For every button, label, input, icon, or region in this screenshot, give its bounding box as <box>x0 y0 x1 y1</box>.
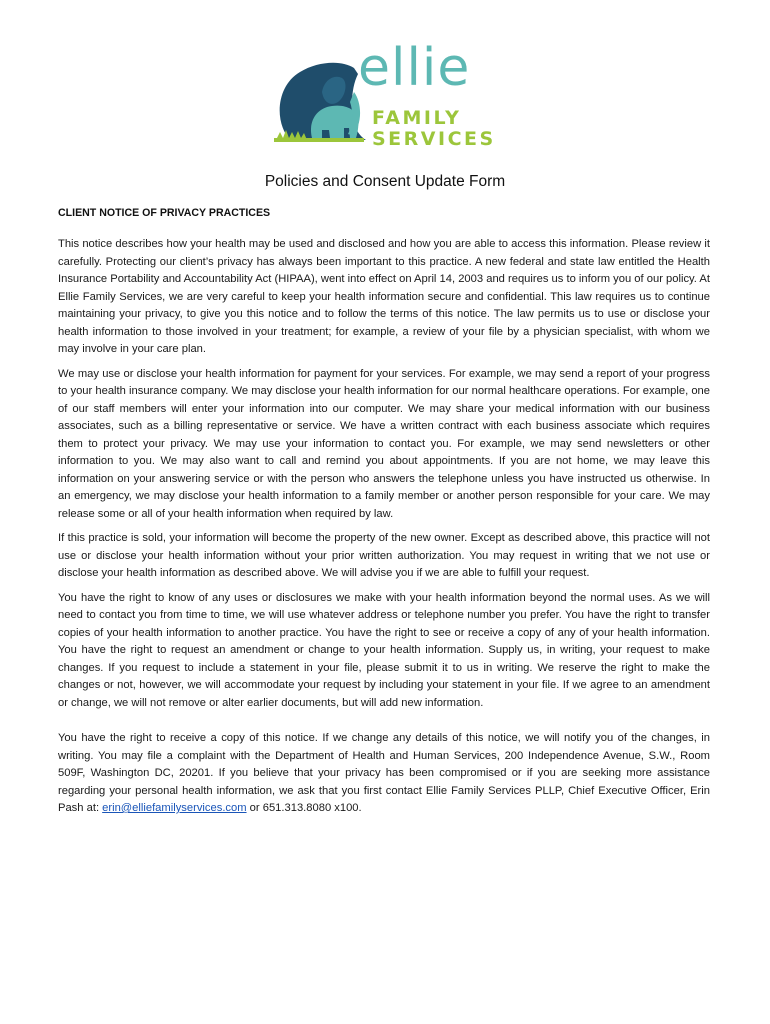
ground-line <box>274 138 364 142</box>
paragraph-intro: This notice describes how your health may be used and disclosed and how you are able to access this information. Please review it carefully. Protecting our client’s privacy has always been important to this practice. A new federal and state law entitled the Health Insurance Portability and Accountability Act (HIPAA), went into effect on April 14, 2003 and requires us to inform you of our policy. At Ellie Family Services, we are very careful to keep your health information secure and confidential. This law requires us to continue maintaining your privacy, to give you this notice and to follow the terms of this notice. The law permits us to use or disclose your health information to those involved in your treatment; for example, a review of your file by a physician specialist, with whom we may involve in your care plan. <box>58 238 710 355</box>
section-heading: CLIENT NOTICE OF PRIVACY PRACTICES <box>58 207 271 219</box>
complaint-text: You have the right to receive a copy of this notice. If we change any details of this notice, we will notify you of the changes, in writing. You may file a complaint with the Department of Health and Human Services, 200 Independence Avenue, S.W., Room 509F, Washington DC, 20201. If you believe that your privacy has been compromised or if you are seeking more assistance regarding your personal health information, we ask that you first contact Ellie Family Services PLLP, Chief Executive Officer, Erin Pash at: <box>58 732 710 814</box>
email-link[interactable]: erin@elliefamilyservices.com <box>102 802 247 814</box>
brand-name: ellie <box>358 38 471 98</box>
phone-text: or 651.313.8080 x100. <box>246 802 362 814</box>
paragraph-complaint <box>58 730 710 818</box>
paragraph-rights: You have the right to know of any uses or disclosures we make with your health information beyond the normal uses. As we will need to contact you from time to time, we will use whatever address or telephone number you prefer. You have the right to transfer copies of your health information to another practice. You have the right to see or receive a copy of any of your health information. You have the right to request an amendment or change to your health information. Supply us, in writing, your request to make changes. If you request to include a statement in your file, please submit it to us in writing. We reserve the right to make the changes or not, however, we will accommodate your request by including your statement in your file. If we agree to an amendment or change, we will not remove or alter earlier documents, but will add new information. <box>58 591 710 709</box>
paragraph-sale: If this practice is sold, your information will become the property of the new owner. Except as described above, this practice will not use or disclose your health information without your prior written authorization. You may request in writing that we not use or disclose your health information as described above. We will advise you if we are able to fulfill your request. <box>58 532 710 579</box>
notice-body <box>58 236 710 825</box>
brand-line-family: FAMILY <box>372 107 462 129</box>
form-title: Policies and Consent Update Form <box>264 173 506 190</box>
paragraph-payment: We may use or disclose your health information for payment for your services. For example, we may send a report of your progress to your health insurance company. We may disclose your health information for our normal healthcare operations. For example, one of our staff members will enter your information into our computer. We may share your medical information with our business associates, such as a billing representative or service. We have a written contract with each business associate which requires them to protect your privacy. We may use your information to contact you. For example, we may send newsletters or other information to you. We may also want to call and remind you about appointments. If you are not home, we may leave this information on your answering service or with the person who answers the telephone unless you have instructed us otherwise. In an emergency, we may disclose your health information to a family member or another person responsible for your care. We may release some or all of your health information when required by law. <box>58 367 710 520</box>
brand-line-services: SERVICES <box>372 128 496 150</box>
